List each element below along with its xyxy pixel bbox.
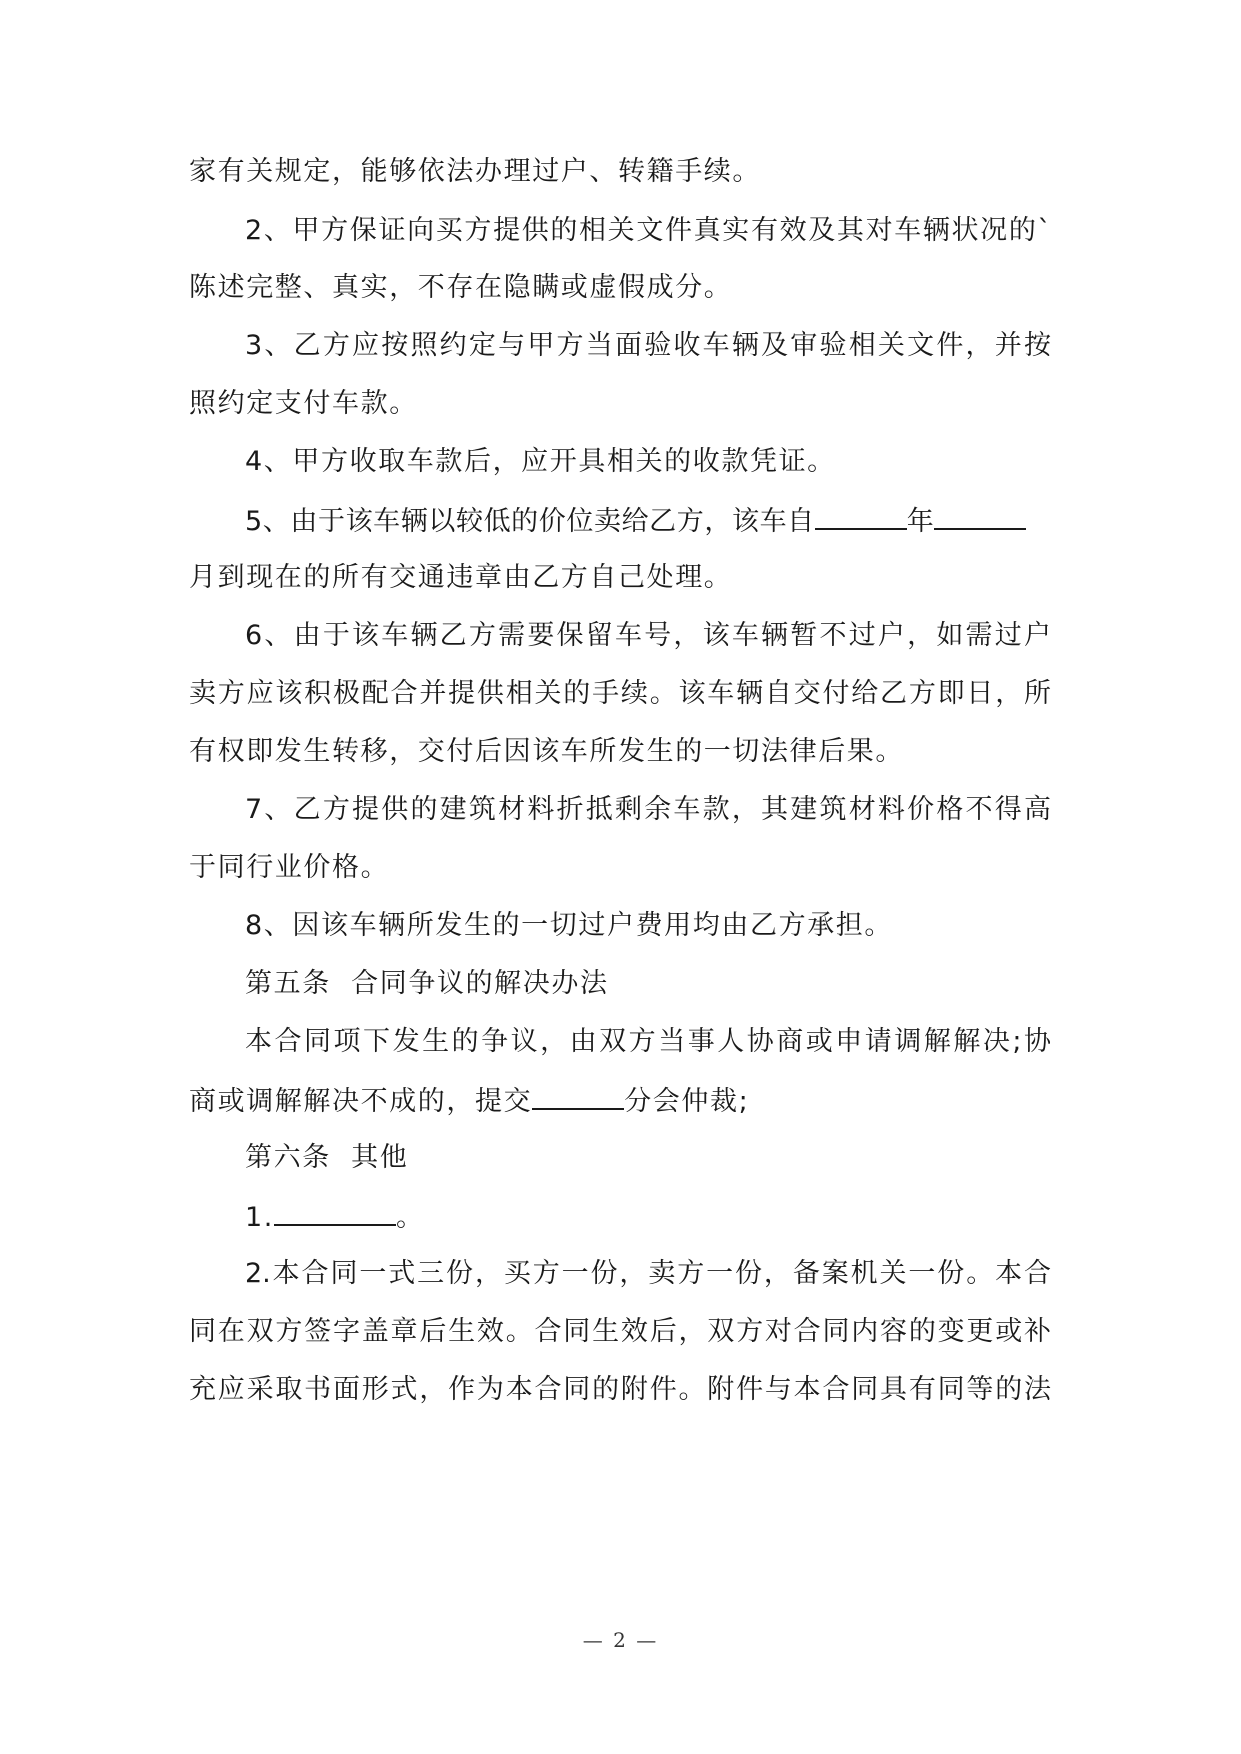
item-end-mark: 。	[395, 1202, 425, 1233]
paragraph-line-with-blanks	[245, 500, 1051, 540]
paragraph-line: 6、由于该车辆乙方需要保留车号，该车辆暂不过户，如需过户	[245, 620, 1051, 651]
paragraph-line: 2、甲方保证向买方提供的相关文件真实有效及其对车辆状况的`	[245, 215, 1051, 246]
paragraph-line: 于同行业价格。	[189, 852, 390, 883]
clause-5-text: 5、由于该车辆以较低的价位卖给乙方，该车自	[245, 506, 815, 537]
paragraph-line-with-blank	[189, 1080, 749, 1120]
item-number: 1.	[245, 1202, 274, 1233]
paragraph-line: 8、因该车辆所发生的一切过户费用均由乙方承担。	[245, 910, 893, 941]
paragraph-line: 陈述完整、真实，不存在隐瞒或虚假成分。	[189, 272, 733, 303]
paragraph-line: 本合同项下发生的争议，由双方当事人协商或申请调解解决;协	[245, 1026, 1051, 1057]
arbitration-suffix: 分会仲裁;	[624, 1086, 750, 1117]
arbitration-text: 商或调解解决不成的，提交	[189, 1086, 533, 1117]
arbitration-blank	[532, 1080, 624, 1110]
paragraph-line: 有权即发生转移，交付后因该车所发生的一切法律后果。	[189, 736, 904, 767]
section-heading: 第五条 合同争议的解决办法	[245, 968, 609, 999]
month-blank	[934, 500, 1026, 530]
paragraph-line: 家有关规定，能够依法办理过户、转籍手续。	[189, 156, 761, 187]
section-heading: 第六条 其他	[245, 1142, 409, 1173]
paragraph-line: 同在双方签字盖章后生效。合同生效后，双方对合同内容的变更或补	[189, 1316, 1051, 1347]
year-label: 年	[906, 506, 935, 537]
other-terms-blank	[274, 1196, 396, 1226]
paragraph-line: 月到现在的所有交通违章由乙方自己处理。	[189, 562, 733, 593]
paragraph-line: 3、乙方应按照约定与甲方当面验收车辆及审验相关文件，并按	[245, 330, 1051, 361]
paragraph-line-with-blank	[245, 1196, 425, 1236]
paragraph-line: 照约定支付车款。	[189, 388, 418, 419]
year-blank	[815, 500, 907, 530]
paragraph-line: 卖方应该积极配合并提供相关的手续。该车辆自交付给乙方即日，所	[189, 678, 1051, 709]
paragraph-line: 4、甲方收取车款后，应开具相关的收款凭证。	[245, 446, 836, 477]
paragraph-line: 2.本合同一式三份，买方一份，卖方一份，备案机关一份。本合	[245, 1258, 1051, 1289]
paragraph-line: 7、乙方提供的建筑材料折抵剩余车款，其建筑材料价格不得高	[245, 794, 1051, 825]
page-number: — 2 —	[582, 1628, 659, 1652]
paragraph-line: 充应采取书面形式，作为本合同的附件。附件与本合同具有同等的法	[189, 1374, 1051, 1405]
